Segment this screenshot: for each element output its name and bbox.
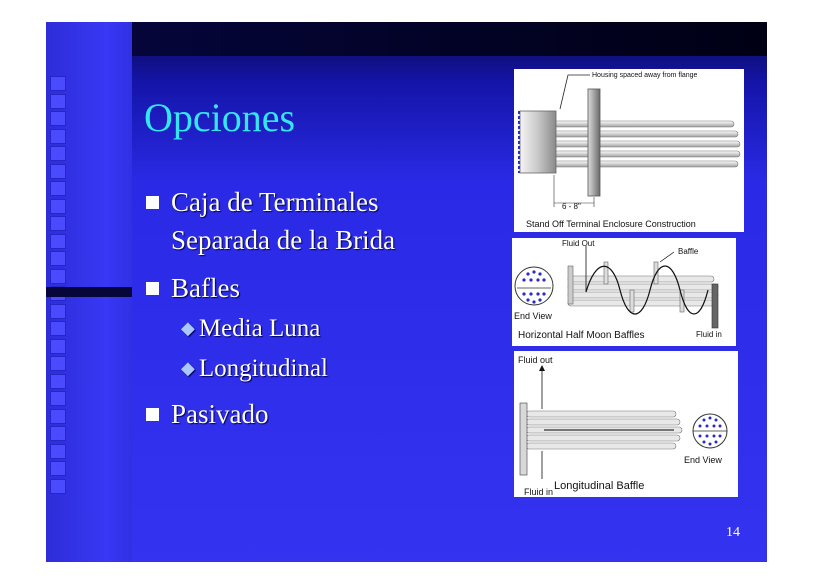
callout-leader [560, 75, 590, 109]
fluid-out-label: Fluid out [518, 355, 553, 365]
bullet-item [146, 396, 269, 432]
left-strip [46, 22, 132, 562]
sub-bullet-item [181, 312, 320, 345]
half-moon-baffles-figure [512, 238, 736, 346]
flange [588, 89, 600, 196]
decorative-square [50, 444, 66, 459]
fluid-out-label: Fluid Out [562, 239, 595, 248]
sub-bullet-text: Longitudinal [198, 355, 328, 382]
flange [712, 284, 718, 328]
longitudinal-baffle-figure [514, 351, 738, 497]
end-view-label: End View [684, 455, 722, 465]
fluid-in-label: Fluid in [696, 330, 722, 339]
page-number: 14 [726, 525, 740, 540]
slide [46, 22, 767, 562]
callout-label: Housing spaced away from flange [592, 72, 698, 79]
decorative-square [50, 339, 66, 354]
top-band [132, 22, 767, 56]
figure-caption: Horizontal Half Moon Baffles [518, 330, 645, 341]
decorative-squares [50, 76, 66, 496]
decorative-square [50, 321, 66, 336]
flange [520, 403, 527, 475]
square-bullet-icon [146, 408, 159, 421]
decorative-square [50, 251, 66, 266]
decorative-square [50, 356, 66, 371]
bullet-item [146, 184, 379, 220]
diamond-bullet-icon: ◆ [181, 318, 195, 338]
terminal-housing [520, 111, 556, 173]
square-bullet-icon [146, 282, 159, 295]
decorative-square [50, 111, 66, 126]
bullet-text: Pasivado [171, 399, 269, 429]
decorative-square [50, 461, 66, 476]
slide-title: Opciones [144, 95, 296, 140]
square-bullet-icon [146, 196, 159, 209]
longitudinal-baffle-diagram [514, 351, 738, 497]
bullet-text: Bafles [171, 273, 240, 303]
decorative-square [50, 146, 66, 161]
decorative-square [50, 181, 66, 196]
diamond-bullet-icon: ◆ [181, 358, 195, 378]
decorative-square [50, 76, 66, 91]
decorative-square [50, 391, 66, 406]
decorative-square [50, 409, 66, 424]
standoff-enclosure-figure [514, 69, 744, 232]
bullet-item [146, 270, 240, 306]
sub-bullet-text: Media Luna [198, 315, 321, 342]
figure-caption: Stand Off Terminal Enclosure Construction [526, 219, 696, 229]
dimension-label: 6 - 8" [562, 202, 581, 211]
decorative-square [50, 199, 66, 214]
left-dark-band [46, 287, 132, 297]
decorative-square [50, 129, 66, 144]
decorative-square [50, 426, 66, 441]
decorative-square [50, 374, 66, 389]
half-moon-baffles-diagram [512, 238, 736, 346]
decorative-square [50, 479, 66, 494]
decorative-square [50, 234, 66, 249]
end-view-label: End View [514, 311, 552, 321]
standoff-enclosure-diagram [514, 69, 744, 232]
fluid-in-label: Fluid in [524, 487, 554, 497]
figure-caption: Longitudinal Baffle [554, 480, 645, 492]
decorative-square [50, 304, 66, 319]
heater-tubes [554, 121, 740, 167]
decorative-square [50, 164, 66, 179]
decorative-square [50, 94, 66, 109]
baffle-label: Baffle [678, 247, 699, 256]
bullet-text: Caja de Terminales [171, 187, 379, 217]
decorative-square [50, 269, 66, 284]
sub-bullet-item [181, 352, 328, 385]
decorative-square [50, 216, 66, 231]
bullet-item-continuation: Separada de la Brida [171, 225, 396, 255]
